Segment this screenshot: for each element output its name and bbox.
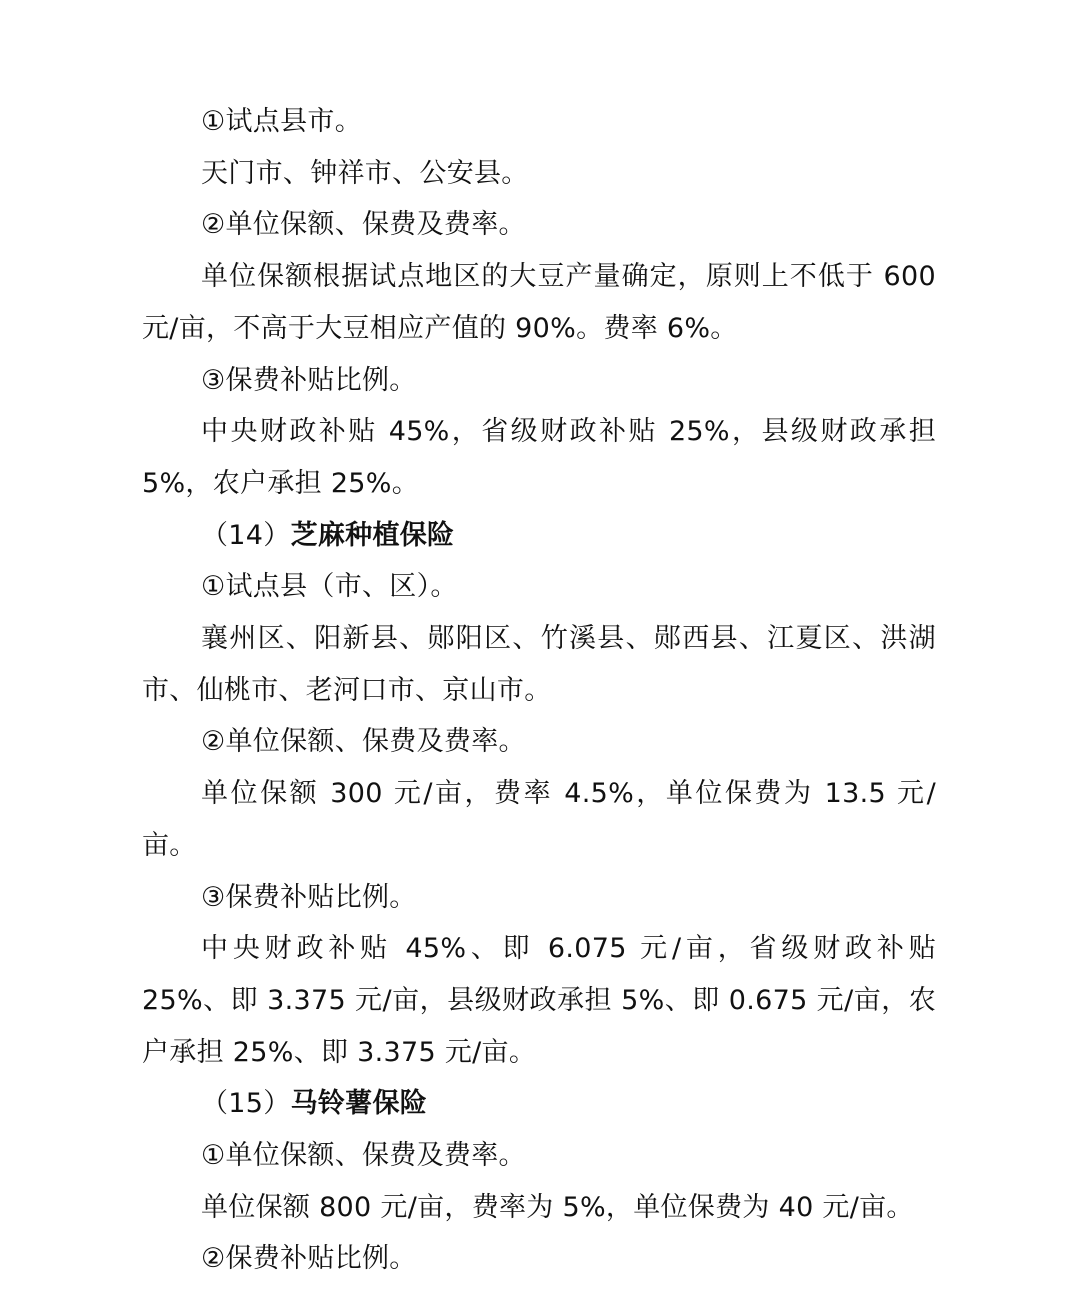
section-heading-sesame [142,510,936,562]
paragraph: ①试点县市。 [201,106,363,137]
paragraph: 天门市、钟祥市、公安县。 [201,157,529,189]
section-title: 芝麻种植保险 [290,519,455,551]
paragraph: ①试点县（市、区）。 [201,571,458,603]
section-title: 马铃薯保险 [290,1088,428,1120]
paragraph: 单位保额 300 元/亩，费率 4.5%，单位保费为 13.5 元/亩。 [142,778,936,861]
paragraph: ②保费补贴比例。 [201,1243,417,1275]
section-number: （14） [201,519,291,551]
paragraph: 单位保额根据试点地区的大豆产量确定，原则上不低于 600 元/亩，不高于大豆相应产值的 90%。费率 6%。 [142,261,936,344]
paragraph: ③保费补贴比例。 [201,881,417,913]
paragraph: 中央财政补贴 45%、即 6.075 元/亩，省级财政补贴 25%、即 3.375 元/亩，县级财政承担 5%、即 0.675 元/亩，农户承担 25%、即 3.375 元/亩。 [142,933,936,1068]
paragraph: ①单位保额、保费及费率。 [201,1140,526,1172]
section-heading-potato [142,1078,936,1130]
paragraph: ②单位保额、保费及费率。 [201,726,526,758]
paragraph: ③保费补贴比例。 [201,364,417,396]
paragraph: ②单位保额、保费及费率。 [201,209,526,241]
paragraph: 单位保额 800 元/亩，费率为 5%，单位保费为 40 元/亩。 [201,1191,914,1223]
document-body [142,96,936,1285]
paragraph: 襄州区、阳新县、郧阳区、竹溪县、郧西县、江夏区、洪湖市、仙桃市、老河口市、京山市。 [142,623,936,706]
section-number: （15） [201,1088,291,1120]
paragraph: 中央财政补贴 45%，省级财政补贴 25%，县级财政承担 5%，农户承担 25%。 [142,416,936,499]
